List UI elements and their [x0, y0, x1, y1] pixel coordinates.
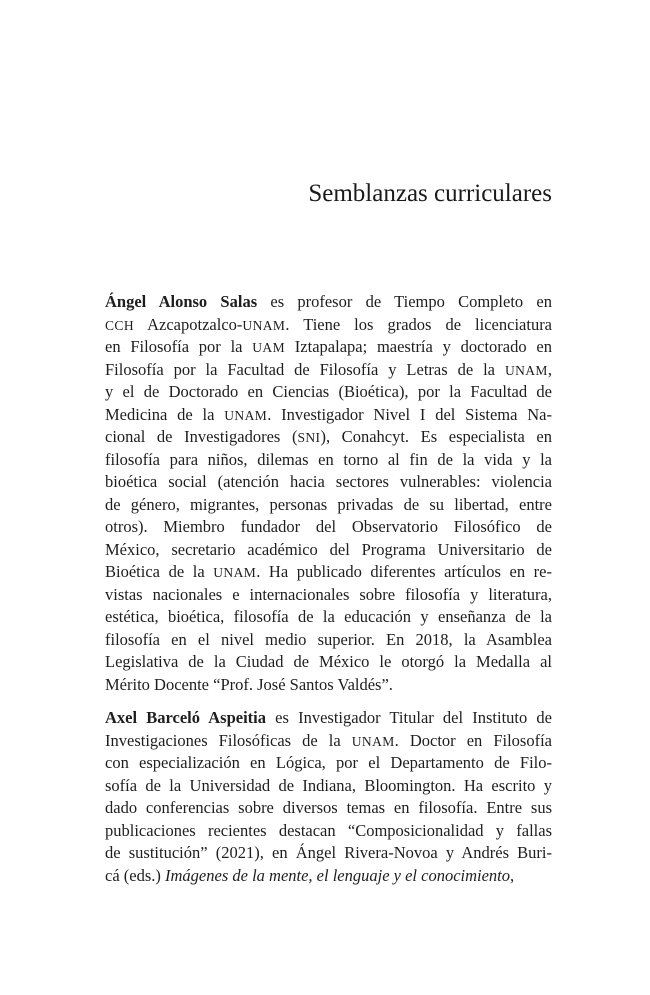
- text-segment: . Tiene los grados de licenciatura: [285, 314, 553, 334]
- acronym: UNAM: [213, 565, 257, 580]
- person-name: Ángel Alonso Salas: [105, 292, 258, 311]
- text-segment: bioética social (atención hacia sectores vulnerables: violencia: [105, 472, 552, 491]
- text-line: [105, 707, 552, 729]
- text-segment: Legislativa de la Ciudad de México le otorgó la Medalla al: [105, 652, 552, 671]
- text-segment: es Investigador Titular del Instituto de: [266, 708, 552, 727]
- text-segment: Mérito Docente “Prof. José Santos Valdés”.: [105, 674, 393, 694]
- text-segment: de género, migrantes, personas privadas de su libertad, entre: [105, 494, 552, 514]
- text-segment: Azcapotzalco-: [134, 314, 243, 334]
- text-segment: Medicina de la: [105, 404, 225, 424]
- text-segment: . Doctor en Filosofía: [394, 730, 553, 750]
- text-line: [105, 314, 552, 336]
- text-segment: publicaciones recientes destacan “Composicionalidad y fallas: [105, 820, 552, 840]
- text-segment: México, secretario académico del Programa Universitario de: [105, 539, 552, 559]
- text-line: [105, 494, 552, 516]
- text-line: [105, 426, 552, 448]
- acronym: UNAM: [242, 317, 286, 333]
- acronym: UNAM: [351, 733, 395, 749]
- text-line: [105, 359, 552, 381]
- text-segment: filosofía en el nivel medio superior. En 2018, la Asamblea: [105, 629, 552, 649]
- acronym: UNAM: [504, 362, 548, 378]
- text-line: [105, 797, 552, 819]
- person-name: Axel Barceló Aspeitia: [105, 708, 267, 727]
- text-line: [105, 539, 552, 561]
- text-segment: . Investigador Nivel I del Sistema Na-: [267, 404, 552, 424]
- text-line: [105, 561, 552, 583]
- text-line: [105, 651, 552, 673]
- text-segment: cional de Investigadores (: [105, 427, 298, 446]
- text-segment: ), Conahcyt. Es especialista en: [320, 427, 553, 446]
- text-segment: filosofía para niños, dilemas en torno al fin de la vida y la: [105, 449, 552, 469]
- text-line: [105, 674, 552, 696]
- text-segment: Filosofía por la Facultad de Filosofía y Letras de la: [105, 359, 505, 379]
- text-line: [105, 629, 552, 651]
- acronym: CCH: [105, 317, 135, 333]
- text-line: [105, 291, 552, 313]
- text-line: [105, 606, 552, 628]
- text-segment: . Ha publicado diferentes artículos en re-: [256, 562, 552, 581]
- text-segment: Iztapalapa; maestría y doctorado en: [285, 337, 552, 356]
- text-line: [105, 842, 552, 864]
- text-line: [105, 584, 552, 606]
- book-title: Imágenes de la mente, el lenguaje y el conocimiento: [165, 865, 511, 885]
- text-line: [105, 516, 552, 538]
- acronym: UAM: [252, 340, 286, 355]
- text-segment: sofía de la Universidad de Indiana, Bloomington. Ha escrito y: [105, 775, 552, 795]
- text-segment: ,: [510, 865, 515, 885]
- text-segment: de sustitución” (2021), en Ángel Rivera-Novoa y Andrés Buri-: [105, 843, 552, 862]
- text-segment: ,: [547, 359, 552, 379]
- text-line: [105, 336, 552, 358]
- text-segment: y el de Doctorado en Ciencias (Bioética), por la Facultad de: [105, 382, 552, 401]
- text-line: [105, 820, 552, 842]
- text-segment: dado conferencias sobre diversos temas en filosofía. Entre sus: [105, 798, 552, 817]
- text-line: [105, 775, 552, 797]
- text-segment: estética, bioética, filosofía de la educación y enseñanza de la: [105, 607, 552, 626]
- text-segment: con especialización en Lógica, por el Departamento de Filo-: [105, 753, 552, 772]
- text-line: [105, 449, 552, 471]
- text-segment: Investigaciones Filosóficas de la: [105, 730, 352, 750]
- text-line: [105, 865, 552, 887]
- text-line: [105, 730, 552, 752]
- text-segment: otros). Miembro fundador del Observatorio Filosófico de: [105, 517, 552, 536]
- page-title: Semblanzas curriculares: [308, 180, 552, 207]
- text-line: [105, 404, 552, 426]
- acronym: UNAM: [224, 407, 268, 423]
- acronym: SNI: [297, 430, 321, 445]
- text-line: [105, 471, 552, 493]
- text-segment: Bioética de la: [105, 562, 214, 581]
- text-segment: en Filosofía por la: [105, 337, 253, 356]
- text-line: [105, 752, 552, 774]
- text-segment: vistas nacionales e internacionales sobre filosofía y literatura,: [105, 584, 552, 604]
- text-segment: es profesor de Tiempo Completo en: [257, 292, 552, 311]
- text-segment: cá (eds.): [105, 865, 166, 885]
- text-line: [105, 381, 552, 403]
